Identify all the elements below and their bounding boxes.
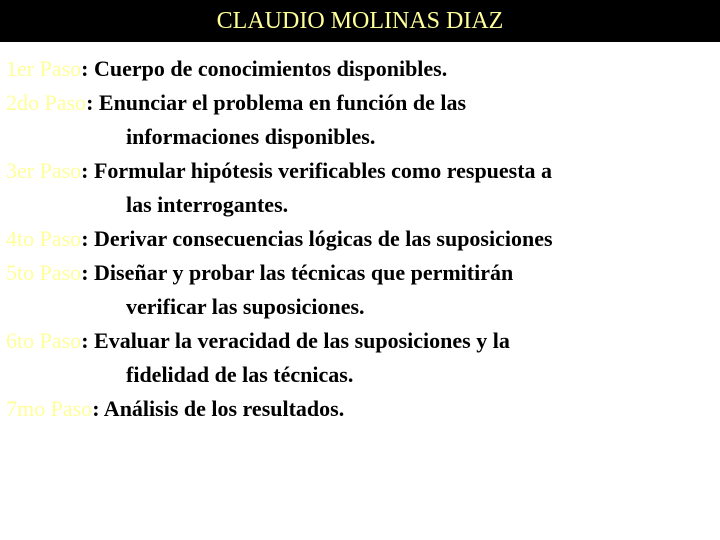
step-continuation: informaciones disponibles. [126, 124, 376, 149]
steps-list [6, 52, 718, 426]
step-text: : Enunciar el problema en función de las [86, 90, 467, 115]
step-1 [6, 52, 718, 86]
step-text: : Análisis de los resultados. [92, 396, 345, 421]
step-text: : Evaluar la veracidad de las suposiciones y la [81, 328, 510, 353]
step-label: 5to Paso [6, 260, 82, 285]
step-text: : Cuerpo de conocimientos disponibles. [81, 56, 448, 81]
step-continuation: fidelidad de las técnicas. [126, 362, 354, 387]
step-7 [6, 392, 718, 426]
step-text: : Diseñar y probar las técnicas que permitirán [81, 260, 514, 285]
step-2 [6, 86, 718, 154]
step-3 [6, 154, 718, 222]
step-4 [6, 222, 718, 256]
step-6 [6, 324, 718, 392]
step-label: 4to Paso [6, 226, 82, 251]
page-title: CLAUDIO MOLINAS DIAZ [216, 8, 504, 34]
step-label: 7mo Paso [6, 396, 93, 421]
step-label: 6to Paso [6, 328, 82, 353]
step-continuation: verificar las suposiciones. [126, 294, 365, 319]
step-label: 2do Paso [6, 90, 87, 115]
step-label: 3er Paso [6, 158, 82, 183]
step-5 [6, 256, 718, 324]
step-continuation: las interrogantes. [126, 192, 289, 217]
step-text: : Derivar consecuencias lógicas de las suposiciones [81, 226, 553, 251]
step-text: : Formular hipótesis verificables como respuesta a [81, 158, 553, 183]
step-label: 1er Paso [6, 56, 82, 81]
